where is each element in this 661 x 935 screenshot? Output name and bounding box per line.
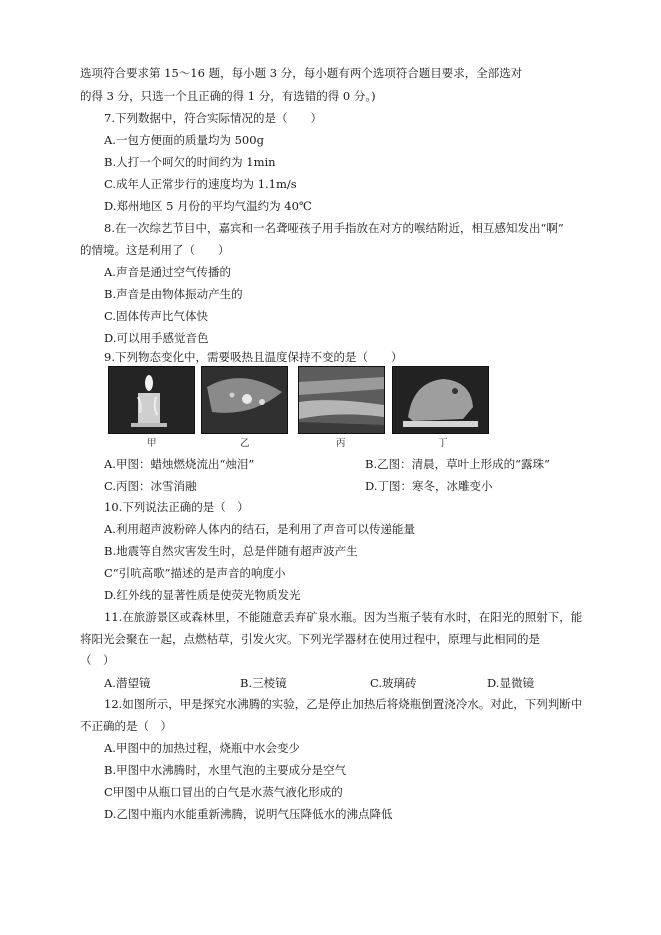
q10-stem: 10.下列说法正确的是（ ） [104, 500, 249, 514]
caption-jia: 甲 [147, 438, 157, 449]
q9-option-c: C.丙图：冰雪消融 [104, 479, 197, 493]
q8-option-b: B.声音是由物体振动产生的 [104, 287, 243, 301]
melting-snow-photo [298, 366, 385, 434]
q11-option-d: D.显微镜 [487, 676, 534, 690]
q11-stem-line-3: （ ） [80, 653, 115, 667]
q12-option-a: A.甲图中的加热过程，烧瓶中水会变少 [104, 741, 300, 755]
q8-stem-line-2: 的情境。这是利用了（ ） [80, 243, 230, 257]
leaf-dew-photo [201, 366, 288, 434]
ice-sculpture-photo [392, 366, 489, 434]
q7-option-b: B.人打一个呵欠的时间约为 1min [104, 155, 276, 169]
q8-option-d: D.可以用手感觉音色 [104, 331, 209, 345]
q11-option-b: B.三棱镜 [240, 676, 287, 690]
q10-option-b: B.地震等自然灾害发生时，总是伴随有超声波产生 [104, 544, 358, 558]
q12-option-c: C甲图中从瓶口冒出的白气是水蒸气液化形成的 [104, 785, 343, 799]
q9-option-b: B.乙图：清晨，草叶上形成的“露珠” [365, 457, 550, 471]
caption-ding: 丁 [438, 438, 448, 449]
q11-stem-line-2: 将阳光会聚在一起，点燃枯草，引发火灾。下列光学器材在使用过程中，原理与此相同的是 [80, 632, 540, 646]
q8-option-a: A.声音是通过空气传播的 [104, 265, 231, 279]
q12-stem-line-2: 不正确的是（ ） [80, 719, 172, 733]
q7-option-c: C.成年人正常步行的速度均为 1.1m/s [104, 177, 297, 191]
q12-option-d: D.乙图中瓶内水能重新沸腾，说明气压降低水的沸点降低 [104, 807, 393, 821]
q10-option-a: A.利用超声波粉碎人体内的结石，是利用了声音可以传递能量 [104, 522, 415, 536]
q7-option-a: A.一包方便面的质量均为 500g [104, 133, 264, 147]
q11-option-c: C.玻璃砖 [370, 676, 417, 690]
q10-option-d: D.红外线的显著性质是使荧光物质发光 [104, 588, 301, 602]
intro-line-2: 的得 3 分，只选一个且正确的得 1 分，有选错的得 0 分。) [80, 89, 376, 103]
q8-option-c: C.固体传声比气体快 [104, 309, 209, 323]
q11-stem-line-1: 11.在旅游景区或森林里，不能随意丢弃矿泉水瓶。因为当瓶子装有水时，在阳光的照射下，能 [104, 610, 583, 624]
q12-stem-line-1: 12.如图所示，甲是探究水沸腾的实验，乙是停止加热后将烧瓶倒置浇冷水。对此，下列判断中 [104, 697, 583, 711]
caption-bing: 丙 [336, 438, 346, 449]
q12-option-b: B.甲图中水沸腾时，水里气泡的主要成分是空气 [104, 763, 347, 777]
candle-photo [108, 366, 195, 434]
q8-stem-line-1: 8.在一次综艺节目中，嘉宾和一名聋哑孩子用手指放在对方的喉结附近，相互感知发出“啊” [104, 221, 564, 235]
q7-stem: 7.下列数据中，符合实际情况的是（ ） [104, 111, 322, 125]
q11-option-a: A.潜望镜 [104, 676, 151, 690]
q9-option-a: A.甲图：蜡烛燃烧流出“烛泪” [104, 457, 255, 471]
q9-stem: 9.下列物态变化中，需要吸热且温度保持不变的是（ ） [104, 350, 403, 364]
q7-option-d: D.郑州地区 5 月份的平均气温约为 40℃ [104, 199, 312, 213]
intro-line-1: 选项符合要求第 15～16 题，每小题 3 分，每小题有两个选项符合题目要求，全部选对 [80, 66, 523, 80]
caption-yi: 乙 [240, 438, 250, 449]
q9-option-d: D.丁图：寒冬，冰雕变小 [365, 479, 493, 493]
q10-option-c: C“引吭高歌”描述的是声音的响度小 [104, 566, 286, 580]
